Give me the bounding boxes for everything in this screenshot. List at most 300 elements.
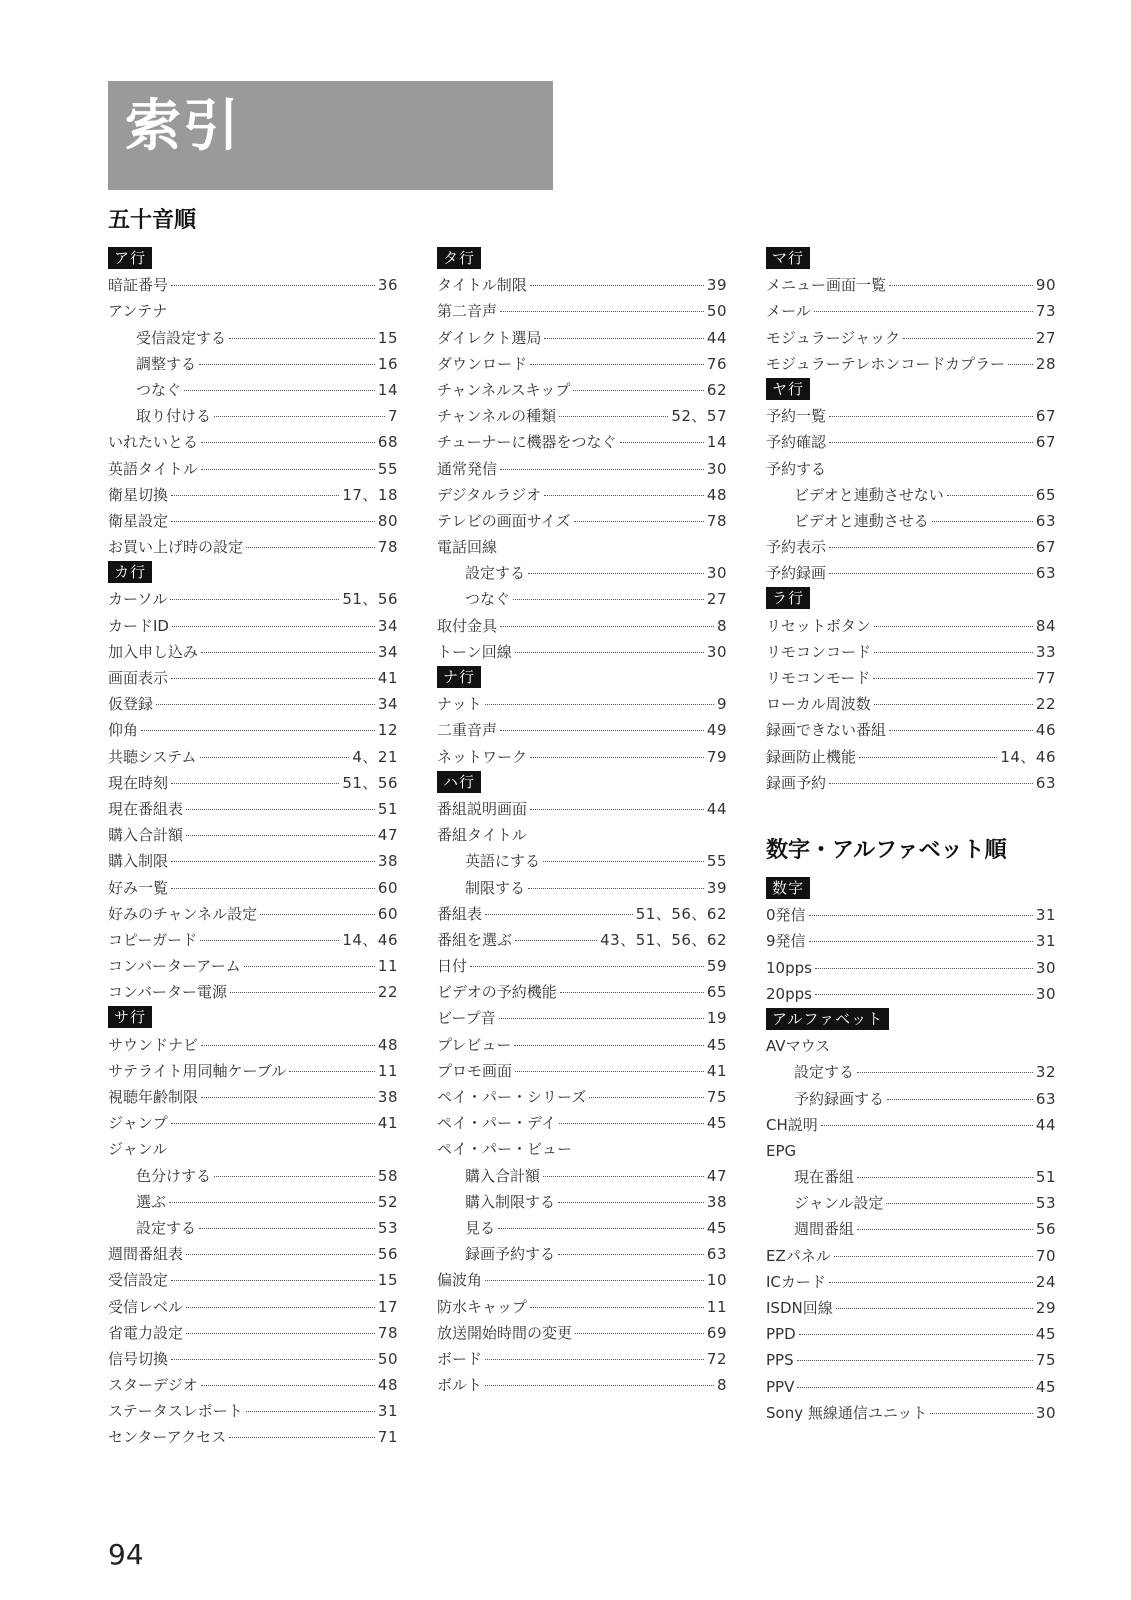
index-entry bbox=[437, 508, 727, 534]
dot-leader bbox=[171, 521, 375, 522]
index-entry bbox=[108, 1372, 398, 1398]
entry-term: ジャンル bbox=[108, 1140, 168, 1159]
entry-term: メール bbox=[766, 302, 811, 321]
dot-leader bbox=[558, 1202, 704, 1203]
dot-leader bbox=[244, 966, 375, 967]
section-tab bbox=[437, 665, 727, 691]
dot-leader bbox=[886, 1203, 1033, 1204]
entry-term: AVマウス bbox=[766, 1037, 831, 1056]
index-entry bbox=[766, 534, 1056, 560]
dot-leader bbox=[246, 1411, 375, 1412]
dot-leader bbox=[515, 652, 704, 653]
dot-leader bbox=[857, 1229, 1033, 1230]
index-entry bbox=[108, 796, 398, 822]
dot-leader bbox=[485, 914, 633, 915]
entry-term: お買い上げ時の設定 bbox=[108, 538, 244, 557]
entry-page-ref: 78 bbox=[377, 538, 398, 557]
dot-leader bbox=[514, 1045, 704, 1046]
dot-leader bbox=[836, 1308, 1033, 1309]
dot-leader bbox=[171, 285, 375, 286]
dot-leader bbox=[200, 940, 339, 941]
entry-page-ref: 52、57 bbox=[671, 407, 727, 426]
index-subentry bbox=[437, 1241, 727, 1267]
entry-term: PPV bbox=[766, 1377, 795, 1396]
index-subentry bbox=[108, 1215, 398, 1241]
dot-leader bbox=[184, 390, 375, 391]
entry-term: 番組説明画面 bbox=[437, 799, 528, 818]
entry-page-ref: 62 bbox=[706, 380, 727, 399]
entry-term: 取り付ける bbox=[136, 407, 212, 426]
entry-page-ref: 38 bbox=[377, 1088, 398, 1106]
entry-page-ref: 75 bbox=[1035, 1351, 1056, 1370]
dot-leader bbox=[814, 311, 1033, 312]
index-entry bbox=[766, 665, 1056, 691]
index-subentry bbox=[108, 1189, 398, 1215]
section-tab-label: マ行 bbox=[766, 247, 810, 269]
entry-page-ref: 65 bbox=[706, 983, 727, 1002]
index-subentry bbox=[766, 508, 1056, 534]
dot-leader bbox=[156, 704, 375, 705]
index-entry bbox=[108, 298, 398, 324]
index-entry bbox=[108, 1084, 398, 1110]
index-entry bbox=[437, 351, 727, 377]
dot-leader bbox=[171, 495, 339, 496]
dot-leader bbox=[171, 678, 375, 679]
entry-term: モジュラーテレホンコードカプラー bbox=[766, 354, 1005, 373]
entry-page-ref: 63 bbox=[1035, 564, 1056, 583]
entry-page-ref: 84 bbox=[1035, 616, 1056, 635]
entry-term: 予約一覧 bbox=[766, 407, 827, 426]
entry-term: 日付 bbox=[437, 957, 468, 976]
entry-term: 週間番組 bbox=[794, 1220, 855, 1239]
dot-leader bbox=[575, 1333, 704, 1334]
entry-page-ref: 47 bbox=[706, 1166, 727, 1185]
entry-term: EZパネル bbox=[766, 1246, 831, 1265]
index-entry bbox=[437, 1005, 727, 1031]
dot-leader bbox=[498, 1228, 704, 1229]
index-subentry bbox=[766, 1190, 1056, 1216]
dot-leader bbox=[200, 757, 350, 758]
index-entry bbox=[108, 875, 398, 901]
entry-page-ref: 63 bbox=[706, 1245, 727, 1264]
entry-page-ref: 15 bbox=[377, 1271, 398, 1290]
entry-term: 画面表示 bbox=[108, 669, 169, 687]
index-subentry bbox=[766, 1059, 1056, 1085]
index-entry bbox=[108, 1424, 398, 1450]
entry-page-ref: 60 bbox=[377, 878, 398, 897]
entry-page-ref: 45 bbox=[706, 1114, 727, 1133]
index-entry bbox=[108, 534, 398, 560]
entry-page-ref: 44 bbox=[1035, 1115, 1056, 1134]
entry-page-ref: 39 bbox=[706, 878, 727, 897]
dot-leader bbox=[530, 364, 704, 365]
entry-term: ペイ・パー・デイ bbox=[437, 1114, 556, 1133]
entry-page-ref: 27 bbox=[706, 590, 727, 609]
entry-page-ref: 14、46 bbox=[1000, 747, 1056, 766]
dot-leader bbox=[574, 521, 704, 522]
dot-leader bbox=[809, 915, 1033, 916]
entry-term: 通常発信 bbox=[437, 459, 498, 478]
index-subentry bbox=[437, 1215, 727, 1241]
index-entry bbox=[437, 1320, 727, 1346]
entry-term: ローカル周波数 bbox=[766, 695, 871, 714]
dot-leader bbox=[903, 338, 1033, 339]
entry-term: ダイレクト選局 bbox=[437, 328, 542, 347]
index-entry bbox=[437, 298, 727, 324]
entry-page-ref: 30 bbox=[1035, 958, 1056, 977]
entry-term: チャンネルスキップ bbox=[437, 380, 571, 399]
entry-term: ボルト bbox=[437, 1376, 483, 1395]
entry-term: 加入申し込み bbox=[108, 642, 199, 661]
index-entry bbox=[108, 1398, 398, 1424]
entry-page-ref: 72 bbox=[706, 1349, 727, 1368]
entry-page-ref: 39 bbox=[706, 276, 727, 295]
entry-page-ref: 48 bbox=[706, 485, 727, 504]
entry-page-ref: 50 bbox=[377, 1349, 398, 1368]
entry-term: ICカード bbox=[766, 1272, 826, 1291]
dot-leader bbox=[201, 1097, 375, 1098]
entry-page-ref: 90 bbox=[1035, 276, 1056, 295]
index-entry bbox=[766, 1243, 1056, 1269]
entry-term: タイトル制限 bbox=[437, 276, 527, 295]
entry-term: 二重音声 bbox=[437, 721, 498, 740]
entry-page-ref: 14、46 bbox=[342, 930, 398, 949]
dot-leader bbox=[809, 941, 1033, 942]
dot-leader bbox=[201, 442, 375, 443]
entry-page-ref: 32 bbox=[1035, 1063, 1056, 1082]
entry-page-ref: 11 bbox=[377, 1061, 398, 1080]
entry-term: 10pps bbox=[766, 958, 812, 977]
section-tab bbox=[766, 586, 1056, 612]
entry-term: モジュラージャック bbox=[766, 328, 901, 347]
entry-term: センターアクセス bbox=[108, 1428, 227, 1447]
entry-page-ref: 27 bbox=[1035, 328, 1056, 347]
dot-leader bbox=[470, 966, 704, 967]
entry-page-ref: 58 bbox=[377, 1166, 398, 1185]
title-banner bbox=[108, 81, 553, 190]
entry-term: 購入制限 bbox=[108, 852, 169, 871]
entry-term: ジャンプ bbox=[108, 1114, 168, 1133]
index-entry bbox=[766, 1033, 1056, 1059]
index-subentry bbox=[766, 1086, 1056, 1112]
dot-leader bbox=[229, 1437, 375, 1438]
dot-leader bbox=[171, 1359, 375, 1360]
entry-term: ネットワーク bbox=[437, 747, 528, 766]
dot-leader bbox=[528, 573, 704, 574]
dot-leader bbox=[874, 626, 1033, 627]
dot-leader bbox=[543, 861, 704, 862]
index-entry bbox=[766, 298, 1056, 324]
entry-term: 9発信 bbox=[766, 932, 806, 951]
entry-term: いれたいとる bbox=[108, 433, 199, 452]
entry-page-ref: 41 bbox=[377, 669, 398, 687]
entry-page-ref: 34 bbox=[377, 616, 398, 635]
entry-term: 受信設定する bbox=[136, 328, 227, 347]
dot-leader bbox=[186, 1254, 375, 1255]
dot-leader bbox=[859, 757, 997, 758]
entry-term: ビープ音 bbox=[437, 1009, 496, 1028]
index-entry bbox=[766, 403, 1056, 429]
entry-term: 衛星設定 bbox=[108, 511, 169, 530]
index-column-right bbox=[766, 246, 1056, 796]
entry-page-ref: 68 bbox=[377, 433, 398, 452]
entry-page-ref: 67 bbox=[1035, 538, 1056, 557]
entry-term: 暗証番号 bbox=[108, 276, 169, 295]
index-entry bbox=[437, 456, 727, 482]
entry-page-ref: 8 bbox=[716, 1376, 727, 1395]
index-entry bbox=[108, 822, 398, 848]
entry-term: 購入制限する bbox=[465, 1192, 556, 1211]
dot-leader bbox=[186, 809, 375, 810]
entry-term: 録画防止機能 bbox=[766, 747, 857, 766]
index-entry bbox=[108, 639, 398, 665]
section-tab-label: ヤ行 bbox=[766, 378, 810, 400]
index-entry bbox=[437, 822, 727, 848]
dot-leader bbox=[186, 835, 375, 836]
entry-page-ref: 78 bbox=[377, 1323, 398, 1342]
index-entry bbox=[437, 1110, 727, 1136]
entry-term: 購入合計額 bbox=[108, 826, 184, 845]
index-entry bbox=[108, 717, 398, 743]
index-entry bbox=[108, 613, 398, 639]
entry-page-ref: 49 bbox=[706, 721, 727, 740]
dot-leader bbox=[169, 1202, 375, 1203]
dot-leader bbox=[230, 992, 375, 993]
entry-page-ref: 30 bbox=[706, 564, 727, 583]
dot-leader bbox=[821, 1125, 1033, 1126]
entry-page-ref: 59 bbox=[706, 957, 727, 976]
index-entry bbox=[766, 429, 1056, 455]
section-tab bbox=[437, 770, 727, 796]
entry-page-ref: 14 bbox=[706, 433, 727, 452]
dot-leader bbox=[214, 416, 385, 417]
entry-term: ナット bbox=[437, 695, 482, 714]
section-tab-label: サ行 bbox=[108, 1006, 152, 1028]
entry-term: 英語にする bbox=[465, 852, 541, 871]
dot-leader bbox=[186, 1307, 375, 1308]
entry-term: 設定する bbox=[136, 1218, 197, 1237]
dot-leader bbox=[559, 1123, 704, 1124]
dot-leader bbox=[1008, 364, 1033, 365]
index-subentry bbox=[437, 1163, 727, 1189]
entry-page-ref: 53 bbox=[377, 1218, 398, 1237]
index-entry bbox=[766, 560, 1056, 586]
entry-term: チャンネルの種類 bbox=[437, 407, 557, 426]
dot-leader bbox=[620, 442, 704, 443]
entry-page-ref: 34 bbox=[377, 642, 398, 661]
index-subentry bbox=[437, 1189, 727, 1215]
entry-term: 番組表 bbox=[437, 904, 483, 923]
entry-page-ref: 30 bbox=[1035, 1403, 1056, 1422]
page-number: 94 bbox=[108, 1538, 144, 1571]
index-entry bbox=[766, 456, 1056, 482]
heading-alphanumeric-order: 数字・アルファベット順 bbox=[766, 838, 1007, 863]
entry-term: プレビュー bbox=[437, 1035, 512, 1054]
dot-leader bbox=[201, 1045, 375, 1046]
dot-leader bbox=[186, 1333, 375, 1334]
dot-leader bbox=[485, 1385, 714, 1386]
dot-leader bbox=[201, 469, 375, 470]
dot-leader bbox=[829, 442, 1033, 443]
dot-leader bbox=[199, 364, 375, 365]
entry-page-ref: 50 bbox=[706, 302, 727, 321]
dot-leader bbox=[170, 599, 339, 600]
entry-term: 好み一覧 bbox=[108, 878, 169, 897]
entry-page-ref: 15 bbox=[377, 328, 398, 347]
index-entry bbox=[437, 717, 727, 743]
section-tab-label: アルファベット bbox=[766, 1008, 889, 1030]
index-entry bbox=[437, 1372, 727, 1398]
index-entry bbox=[108, 1294, 398, 1320]
section-tab-label: ア行 bbox=[108, 247, 152, 269]
entry-page-ref: 67 bbox=[1035, 433, 1056, 452]
entry-page-ref: 67 bbox=[1035, 407, 1056, 426]
section-tab bbox=[766, 246, 1056, 272]
entry-term: 視聴年齢制限 bbox=[108, 1088, 199, 1106]
entry-page-ref: 56 bbox=[377, 1245, 398, 1264]
entry-term: 購入合計額 bbox=[465, 1166, 541, 1185]
index-entry bbox=[108, 691, 398, 717]
entry-term: 現在時刻 bbox=[108, 773, 169, 792]
dot-leader bbox=[289, 1071, 375, 1072]
entry-term: 偏波角 bbox=[437, 1271, 483, 1290]
entry-page-ref: 63 bbox=[1035, 511, 1056, 530]
entry-page-ref: 38 bbox=[377, 852, 398, 871]
entry-page-ref: 22 bbox=[1035, 695, 1056, 714]
index-entry bbox=[437, 429, 727, 455]
entry-page-ref: 38 bbox=[706, 1192, 727, 1211]
entry-term: テレビの画面サイズ bbox=[437, 511, 571, 530]
entry-page-ref: 71 bbox=[377, 1428, 398, 1447]
entry-page-ref: 17 bbox=[377, 1297, 398, 1316]
index-entry bbox=[437, 1136, 727, 1162]
entry-page-ref: 76 bbox=[706, 354, 727, 373]
dot-leader bbox=[829, 547, 1033, 548]
entry-page-ref: 33 bbox=[1035, 642, 1056, 661]
entry-term: ダウンロード bbox=[437, 354, 528, 373]
dot-leader bbox=[500, 311, 704, 312]
entry-term: コンバーターアーム bbox=[108, 957, 241, 976]
index-entry bbox=[766, 325, 1056, 351]
entry-term: リセットボタン bbox=[766, 616, 871, 635]
heading-kana-order: 五十音順 bbox=[108, 208, 197, 233]
dot-leader bbox=[499, 1018, 704, 1019]
dot-leader bbox=[246, 547, 375, 548]
entry-term: 現在番組 bbox=[794, 1168, 855, 1187]
section-tab bbox=[108, 560, 398, 586]
index-entry bbox=[766, 1321, 1056, 1347]
index-subentry bbox=[766, 1216, 1056, 1242]
dot-leader bbox=[229, 338, 375, 339]
dot-leader bbox=[141, 730, 375, 731]
index-entry bbox=[437, 927, 727, 953]
entry-term: 受信レベル bbox=[108, 1297, 184, 1316]
page-title: 索引 bbox=[125, 94, 241, 159]
entry-page-ref: 79 bbox=[706, 747, 727, 766]
index-subentry bbox=[437, 848, 727, 874]
index-entry bbox=[437, 639, 727, 665]
index-column-left bbox=[108, 246, 398, 1451]
dot-leader bbox=[485, 1359, 704, 1360]
index-subentry bbox=[437, 586, 727, 612]
entry-page-ref: 45 bbox=[1035, 1325, 1056, 1344]
entry-page-ref: 24 bbox=[1035, 1272, 1056, 1291]
entry-term: コンバーター電源 bbox=[108, 983, 227, 1002]
entry-page-ref: 11 bbox=[377, 957, 398, 976]
entry-term: 番組タイトル bbox=[437, 826, 527, 845]
entry-page-ref: 48 bbox=[377, 1376, 398, 1395]
entry-term: 制限する bbox=[465, 878, 526, 897]
entry-page-ref: 51 bbox=[377, 799, 398, 818]
entry-term: 週間番組表 bbox=[108, 1245, 184, 1264]
entry-term: 防水キャップ bbox=[437, 1297, 528, 1316]
index-entry bbox=[108, 272, 398, 298]
entry-term: つなぐ bbox=[136, 380, 182, 399]
entry-page-ref: 63 bbox=[1035, 773, 1056, 792]
entry-page-ref: 73 bbox=[1035, 302, 1056, 321]
entry-page-ref: 29 bbox=[1035, 1299, 1056, 1317]
section-tab bbox=[766, 377, 1056, 403]
index-entry bbox=[766, 955, 1056, 981]
entry-term: カードID bbox=[108, 616, 169, 635]
entry-page-ref: 63 bbox=[1035, 1089, 1056, 1108]
section-tab-label: 数字 bbox=[766, 877, 810, 899]
index-entry bbox=[437, 1032, 727, 1058]
index-entry bbox=[766, 1138, 1056, 1164]
entry-term: 現在番組表 bbox=[108, 799, 184, 818]
section-tab-label: ハ行 bbox=[437, 771, 481, 793]
dot-leader bbox=[530, 757, 704, 758]
index-entry bbox=[437, 325, 727, 351]
index-entry bbox=[437, 796, 727, 822]
entry-term: ステータスレポート bbox=[108, 1402, 243, 1421]
entry-page-ref: 65 bbox=[1035, 485, 1056, 504]
index-entry bbox=[766, 981, 1056, 1007]
dot-leader bbox=[485, 704, 714, 705]
dot-leader bbox=[171, 861, 375, 862]
index-entry bbox=[108, 927, 398, 953]
index-entry bbox=[437, 744, 727, 770]
entry-page-ref: 31 bbox=[1035, 906, 1056, 925]
entry-term: メニュー画面一覧 bbox=[766, 276, 887, 295]
entry-term: 予約表示 bbox=[766, 538, 827, 557]
index-entry bbox=[437, 1346, 727, 1372]
entry-term: 予約する bbox=[766, 459, 827, 478]
dot-leader bbox=[829, 1282, 1033, 1283]
dot-leader bbox=[500, 626, 714, 627]
entry-page-ref: 51、56 bbox=[342, 773, 398, 792]
index-entry bbox=[108, 1320, 398, 1346]
section-tab-label: ナ行 bbox=[437, 666, 481, 688]
entry-term: 選ぶ bbox=[136, 1192, 167, 1211]
dot-leader bbox=[214, 1176, 375, 1177]
dot-leader bbox=[172, 626, 375, 627]
entry-page-ref: 22 bbox=[377, 983, 398, 1002]
entry-term: 仮登録 bbox=[108, 695, 154, 714]
dot-leader bbox=[199, 1228, 375, 1229]
entry-term: ISDN回線 bbox=[766, 1299, 833, 1317]
entry-term: 予約確認 bbox=[766, 433, 827, 452]
entry-term: 設定する bbox=[465, 564, 526, 583]
dot-leader bbox=[829, 783, 1033, 784]
entry-term: サウンドナビ bbox=[108, 1035, 199, 1054]
dot-leader bbox=[528, 888, 704, 889]
index-entry bbox=[437, 534, 727, 560]
index-entry bbox=[437, 272, 727, 298]
entry-page-ref: 51 bbox=[1035, 1168, 1056, 1187]
index-entry bbox=[108, 848, 398, 874]
section-tab bbox=[766, 876, 1056, 902]
